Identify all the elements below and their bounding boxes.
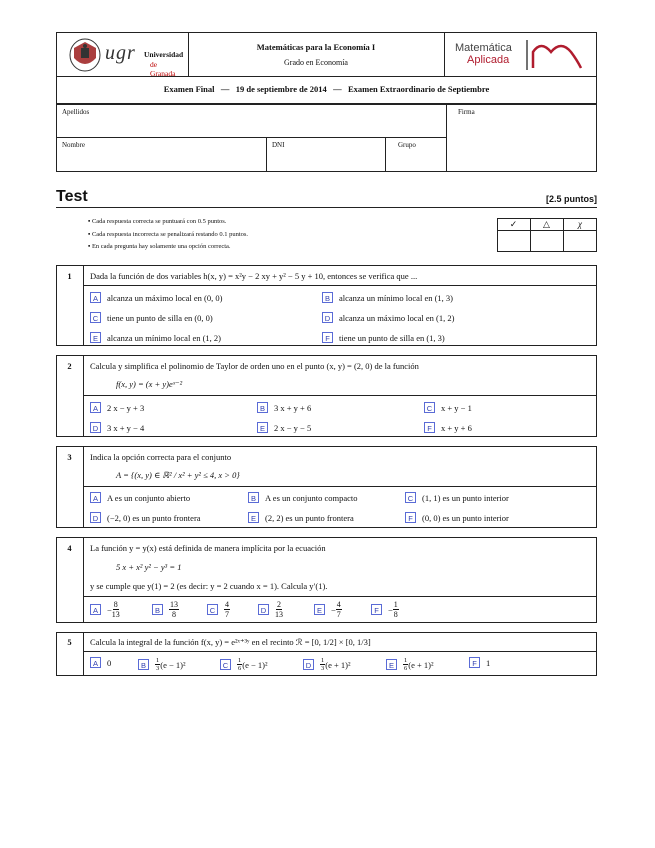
option-f[interactable] <box>405 512 509 523</box>
department-logo <box>455 38 590 72</box>
signature-field[interactable]: Firma <box>458 108 475 116</box>
fraction <box>336 600 342 619</box>
option-label: F <box>405 512 416 523</box>
question-text: Dada la función de dos variables h(x, y) = x²y − 2 xy + y² − 5 y + 10, entonces se verifica que ... <box>90 271 418 281</box>
exam-date-line: Examen Final — 19 de septiembre de 2014 — Examen Extraordinario de Septiembre <box>163 84 490 94</box>
option-label: E <box>90 332 101 343</box>
denominator: 8 <box>172 610 176 619</box>
option-label: A <box>90 492 101 503</box>
option-a[interactable] <box>90 600 120 619</box>
denominator: 7 <box>225 610 229 619</box>
university-name-line1: Universidad <box>144 50 184 59</box>
question-number: 5 <box>67 637 72 647</box>
option-d[interactable] <box>90 512 201 523</box>
option-text: tiene un punto de silla en (1, 3) <box>339 332 445 343</box>
surname-field[interactable]: Apellidos <box>62 108 90 116</box>
question-text-continued: y se cumple que y(1) = 2 (es decir: y = 2 cuando x = 1). Calcula y′(1). <box>90 581 328 591</box>
question-number: 2 <box>67 361 72 371</box>
option-e[interactable] <box>248 512 354 523</box>
denominator: 3 <box>321 665 325 672</box>
option-label: D <box>90 422 101 433</box>
option-text: 3 x + y − 4 <box>107 422 145 433</box>
option-text: (e − 1)² <box>160 659 186 670</box>
option-label: F <box>322 332 333 343</box>
question-text: Calcula la integral de la función f(x, y) = e²ˣ⁺³ʸ en el recinto ℛ = [0, 1/2] × [0, 1/3] <box>90 637 371 647</box>
numerator: 1 <box>393 600 398 609</box>
option-a[interactable] <box>90 402 144 413</box>
option-a[interactable] <box>90 292 222 303</box>
option-label: B <box>152 604 163 615</box>
denominator: 13 <box>111 610 120 619</box>
fraction-sign: − <box>331 604 336 615</box>
option-text: 1 <box>486 657 491 668</box>
option-label: C <box>220 659 231 670</box>
option-e[interactable] <box>386 657 434 672</box>
course-title: Matemáticas para la Economía I <box>256 42 376 52</box>
option-text: 0 <box>107 657 112 668</box>
question-text: La función y = y(x) está definida de manera implícita por la ecuación <box>90 543 326 553</box>
numerator: 1 <box>404 657 408 664</box>
department-emblem-icon <box>523 38 587 72</box>
option-b[interactable] <box>322 292 453 303</box>
student-info-box <box>56 104 597 172</box>
option-text: (0, 0) es un punto interior <box>422 512 509 523</box>
question-text: Indica la opción correcta para el conjunto <box>90 452 232 462</box>
question-formula: 5 x + x² y² − y³ = 1 <box>116 562 182 572</box>
option-text: alcanza un mínimo local en (1, 3) <box>339 292 453 303</box>
course-subtitle: Grado en Economía <box>284 58 348 67</box>
option-f[interactable] <box>424 422 472 433</box>
option-e[interactable] <box>257 422 311 433</box>
option-f[interactable] <box>469 657 490 668</box>
question-formula: f(x, y) = (x + y)eˣ⁻² <box>116 379 183 389</box>
blank-count-header: △ <box>543 219 550 229</box>
option-e[interactable] <box>314 600 342 619</box>
option-label: B <box>322 292 333 303</box>
option-label: C <box>405 492 416 503</box>
option-text: alcanza un máximo local en (0, 0) <box>107 292 223 303</box>
dni-field[interactable]: DNI <box>272 141 285 149</box>
option-c[interactable] <box>220 657 268 672</box>
department-name-line1: Matemática <box>455 42 512 54</box>
question-number: 1 <box>67 271 72 281</box>
option-label: C <box>207 604 218 615</box>
fraction <box>169 600 179 619</box>
option-a[interactable] <box>90 657 111 668</box>
test-points: [2.5 puntos] <box>546 194 597 204</box>
option-label: A <box>90 657 101 668</box>
option-text: (1, 1) es un punto interior <box>422 492 509 503</box>
fraction <box>224 600 230 619</box>
denominator: 7 <box>336 610 341 619</box>
option-c[interactable] <box>90 312 213 323</box>
option-c[interactable] <box>424 402 472 413</box>
option-text: (e + 1)² <box>408 659 434 670</box>
numerator: 1 <box>238 657 242 664</box>
option-label: F <box>469 657 480 668</box>
option-b[interactable] <box>152 600 179 619</box>
option-label: D <box>258 604 269 615</box>
option-d[interactable] <box>258 600 283 619</box>
option-b[interactable] <box>138 657 186 672</box>
test-title: Test <box>56 188 88 205</box>
option-text: alcanza un mínimo local en (1, 2) <box>107 332 221 343</box>
numerator: 13 <box>170 600 178 609</box>
numerator: 4 <box>336 600 341 609</box>
option-b[interactable] <box>248 492 358 503</box>
rule-item: ▪ En cada pregunta hay solamente una opción correcta. <box>88 243 231 250</box>
numerator: 4 <box>225 600 229 609</box>
fraction <box>112 600 120 619</box>
option-text: 2 x − y + 3 <box>107 402 145 413</box>
option-text: A es un conjunto abierto <box>107 492 191 503</box>
question-formula: A = {(x, y) ∈ ℝ² / x² + y² ≤ 4, x > 0} <box>116 470 240 480</box>
option-f[interactable] <box>322 332 445 343</box>
option-a[interactable] <box>90 492 190 503</box>
option-text: x + y + 6 <box>441 422 472 433</box>
option-label: F <box>424 422 435 433</box>
rule-item: ▪ Cada respuesta correcta se puntuará con 0.5 puntos. <box>88 218 227 225</box>
numerator: 8 <box>113 600 118 609</box>
option-text: (e + 1)² <box>325 659 351 670</box>
option-d[interactable] <box>90 422 144 433</box>
option-f[interactable] <box>371 600 399 619</box>
option-label: D <box>90 512 101 523</box>
group-field[interactable]: Grupo <box>398 141 416 149</box>
denominator: 13 <box>275 610 283 619</box>
rule-item: ▪ Cada respuesta incorrecta se penalizará restando 0.1 puntos. <box>88 230 249 238</box>
correct-count-header: ✓ <box>509 219 518 229</box>
option-label: E <box>386 659 397 670</box>
option-text: 3 x + y + 6 <box>274 402 312 413</box>
option-label: C <box>424 402 435 413</box>
question-number: 4 <box>67 543 72 553</box>
option-label: D <box>322 312 333 323</box>
university-crest-icon <box>68 38 102 72</box>
option-label: E <box>248 512 259 523</box>
option-d[interactable] <box>322 312 454 323</box>
option-c[interactable] <box>405 492 509 503</box>
denominator: 3 <box>156 665 160 672</box>
option-text: (2, 2) es un punto frontera <box>265 512 354 523</box>
option-e[interactable] <box>90 332 221 343</box>
option-text: x + y − 1 <box>441 402 472 413</box>
option-text: A es un conjunto compacto <box>265 492 358 503</box>
option-label: B <box>257 402 268 413</box>
option-label: C <box>90 312 101 323</box>
option-label: B <box>248 492 259 503</box>
university-logo <box>68 38 184 78</box>
question-number: 3 <box>67 452 72 462</box>
numerator: 1 <box>156 657 160 664</box>
option-label: A <box>90 402 101 413</box>
numerator: 1 <box>321 657 325 664</box>
option-label: F <box>371 604 382 615</box>
numerator: 2 <box>277 600 281 609</box>
fraction-sign: − <box>107 604 112 615</box>
option-label: A <box>90 604 101 615</box>
option-label: E <box>257 422 268 433</box>
option-text: (−2, 0) es un punto frontera <box>107 512 201 523</box>
option-d[interactable] <box>303 657 351 672</box>
test-rules <box>88 216 248 254</box>
denominator: 8 <box>393 610 398 619</box>
option-b[interactable] <box>257 402 311 413</box>
option-label: B <box>138 659 149 670</box>
option-label: A <box>90 292 101 303</box>
option-text: alcanza un máximo local en (1, 2) <box>339 312 455 323</box>
question-text: Calcula y simplifica el polinomio de Taylor de orden uno en el punto (x, y) = (2, 0) de la función <box>90 361 419 371</box>
option-c[interactable] <box>207 600 230 619</box>
fraction-sign: − <box>388 604 393 615</box>
option-label: D <box>303 659 314 670</box>
denominator: 6 <box>404 665 408 672</box>
option-label: E <box>314 604 325 615</box>
department-name-line2: Aplicada <box>467 54 510 66</box>
university-name-line2: de Granada <box>150 60 176 78</box>
name-field[interactable]: Nombre <box>62 141 85 149</box>
option-text: tiene un punto de silla en (0, 0) <box>107 312 213 323</box>
fraction <box>275 600 283 619</box>
option-text: 2 x − y − 5 <box>274 422 312 433</box>
fraction <box>393 600 399 619</box>
wrong-count-header: χ <box>578 219 582 229</box>
denominator: 6 <box>238 665 242 672</box>
ugr-wordmark: ugr <box>105 42 136 64</box>
option-text: (e − 1)² <box>242 659 268 670</box>
